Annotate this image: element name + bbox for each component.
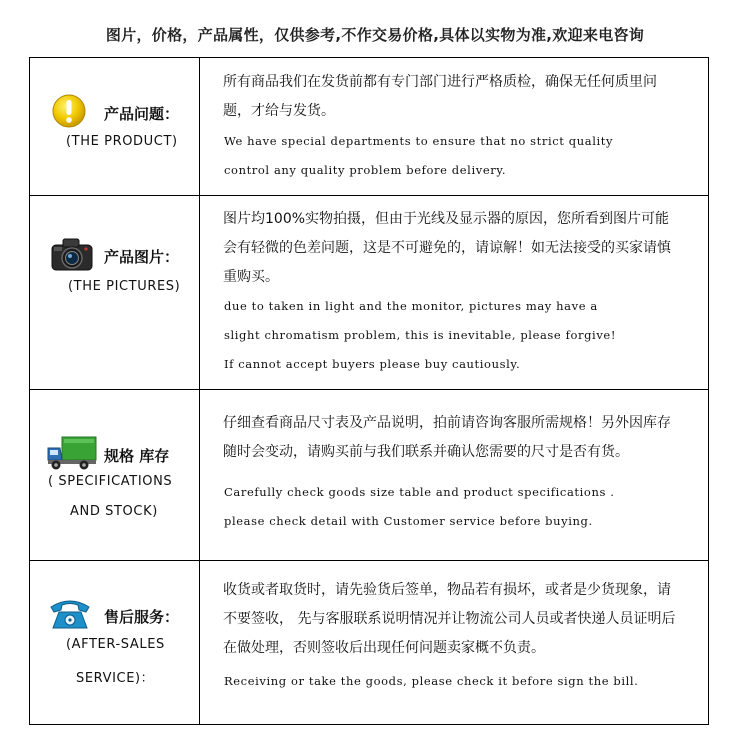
row-label-cn: 产品问题： <box>104 104 180 123</box>
row-label-en: (THE PICTURES) <box>68 279 181 294</box>
warning-icon <box>52 94 86 132</box>
row-label-cn: 规格 库存 <box>104 446 170 465</box>
row-cn-description: 仔细查看商品尺寸表及产品说明，拍前请咨询客服所需规格！另外因库存随时会变动，请购买前与我们联系并确认您需要的尺寸是否有货。 <box>223 415 671 460</box>
row-content-cell <box>201 561 708 725</box>
row-en-description: Carefully check goods size table and product specifications . please check detail with Customer service before buying. <box>224 485 615 528</box>
row-en-description: due to taken in light and the monitor, pictures may have a slight chromatism problem, this is inevitable, please forgive! If cannot accept buyers please buy cautiously. <box>224 299 617 371</box>
row-label-cn: 售后服务： <box>104 607 180 626</box>
row-en-description: Receiving or take the goods, please check it before sign the bill. <box>224 674 639 688</box>
info-table <box>29 57 709 725</box>
row-label-en: (THE PRODUCT) <box>66 134 178 149</box>
row-content-cell <box>201 390 708 560</box>
row-label-cell <box>30 561 200 725</box>
table-row-product <box>30 58 708 196</box>
row-label-en-2: SERVICE)： <box>76 671 155 686</box>
row-cn-description: 所有商品我们在发货前都有专门部门进行严格质检，确保无任何质里问题，才给与发货。 <box>223 74 657 119</box>
table-row-specifications <box>30 390 708 561</box>
page-title: 图片，价格，产品属性，仅供参考,不作交易价格,具体以实物为准,欢迎来电咨询 <box>105 26 645 44</box>
table-row-after-sales <box>30 561 708 725</box>
row-cn-description: 收货或者取货时，请先验货后签单，物品若有损坏，或者是少货现象，请不要签收， 先与客服联系说明情况并让物流公司人员或者快递人员证明后在做处理，否则签收后出现任何问题卖家概不负责。 <box>223 582 676 656</box>
row-en-description: We have special departments to ensure that no strict quality control any quality problem before delivery. <box>224 134 614 177</box>
row-label-en: ( SPECIFICATIONS <box>48 474 173 489</box>
row-label-cn: 产品图片： <box>104 247 180 266</box>
camera-icon <box>50 236 94 276</box>
row-cn-description: 图片均100%实物拍摄，但由于光线及显示器的原因，您所看到图片可能会有轻微的色差问题，这是不可避免的，请谅解！如无法接受的买家请慎重购买。 <box>223 211 671 285</box>
telephone-icon <box>48 597 92 635</box>
row-label-cell <box>30 390 200 560</box>
row-content-cell <box>201 196 708 389</box>
row-label-en: (AFTER-SALES <box>66 637 165 652</box>
truck-icon <box>46 434 98 476</box>
row-content-cell <box>201 58 708 195</box>
row-label-en-2: AND STOCK) <box>70 504 158 519</box>
row-label-cell <box>30 58 200 195</box>
row-label-cell <box>30 196 200 389</box>
table-row-pictures <box>30 196 708 390</box>
